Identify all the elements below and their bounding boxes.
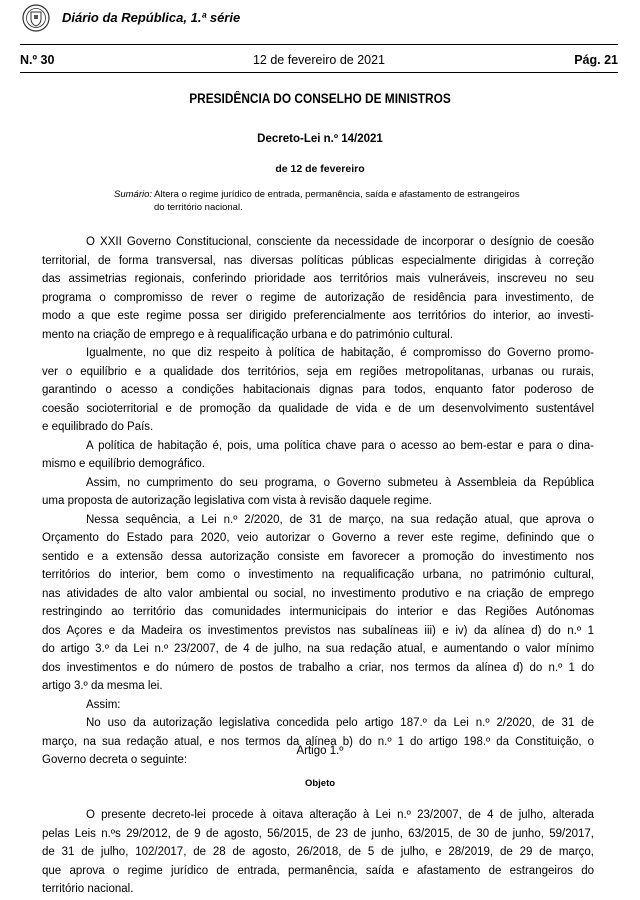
text-line: mento na criação de emprego e à requalificação urbana e do património cultural. — [42, 328, 454, 341]
text-line: Orçamento do Estado para 2020, veio autorizar o Governo a rever este regime, definindo que o — [42, 532, 594, 544]
paragraph-4 — [42, 474, 594, 511]
ministry-heading: PRESIDÊNCIA DO CONSELHO DE MINISTROS — [189, 91, 451, 106]
text-line: do artigo 3.º da Lei n.º 23/2007, de 4 de julho, na sua redação atual, e aumentando o valor mínimo — [42, 643, 594, 655]
text-line: pelas Leis n.ºs 29/2012, de 9 de agosto, 56/2015, de 23 de junho, 63/2015, de 30 de junho, 59/2017, — [42, 827, 594, 840]
text-line: que aprova o regime jurídico de entrada, permanência, saída e afastamento de estrangeiros do — [42, 864, 594, 877]
summary-label: Sumário: — [114, 189, 153, 200]
paragraph-3 — [42, 437, 594, 474]
issue-number: N.º 30 — [20, 53, 55, 67]
summary-text-2: do território nacional. — [154, 202, 243, 213]
paragraph-5 — [42, 511, 594, 696]
text-line: das assimetrias regionais, conferindo prioridade aos territórios mais vulneráveis, inscreveu no seu — [42, 273, 594, 285]
text-line: territorial, de forma transversal, nas diversas políticas públicas especialmente dirigidas à correção — [42, 254, 594, 267]
text-line: de 31 de julho, 102/2017, de 28 de agosto, 26/2018, de 5 de julho, e 28/2019, de 29 de março, — [42, 846, 594, 858]
decree-summary — [114, 188, 534, 214]
text-line: território nacional. — [42, 883, 134, 895]
text-line: nas atividades de alto valor ambiental ou social, no investimento produtivo e na criação de emprego — [42, 587, 594, 600]
article-title: Objeto — [304, 778, 336, 789]
decree-title: Decreto-Lei n.º 14/2021 — [257, 133, 383, 145]
text-line: territórios do interior, bem como o investimento na requalificação urbana, no património cultural, — [42, 569, 594, 581]
text-line: Assim: — [86, 698, 121, 711]
text-line: modo a que este regime possa ser dirigido preferencialmente aos territórios do interior, ao investi- — [42, 310, 594, 322]
text-line: No uso da autorização legislativa concedida pelo artigo 187.º da Lei n.º 2/2020, de 31 de — [86, 717, 594, 729]
issue-date: 12 de fevereiro de 2021 — [252, 53, 386, 67]
text-line: restringindo ao território das comunidades intermunicipais do interior e das Regiões Autónomas — [42, 606, 594, 618]
text-line: mismo e equilíbrio demográfico. — [42, 458, 205, 470]
article-body — [42, 806, 594, 899]
text-line: Igualmente, no que diz respeito à política de habitação, é compromisso do Governo promo- — [86, 347, 594, 359]
page-number: Pág. 21 — [574, 53, 618, 67]
journal-title: Diário da República, 1.ª série — [62, 10, 241, 25]
running-header — [20, 53, 618, 69]
article-number: Artigo 1.º — [296, 745, 344, 757]
paragraph-7 — [42, 714, 594, 770]
text-line: ver o equilíbrio e a qualidade dos territórios, seja em regiões metropolitanas, urbanas ou rurais, — [42, 365, 594, 378]
text-line: garantindo o acesso a condições habitacionais dignas para todos, enquanto fator poderoso de — [42, 384, 594, 396]
text-line: O presente decreto-lei procede à oitava alteração à Lei n.º 23/2007, de 4 de julho, alterada — [86, 809, 594, 821]
running-header-rule — [20, 72, 618, 73]
paragraph-1 — [42, 233, 594, 344]
decree-date: de 12 de fevereiro — [275, 163, 365, 175]
summary-text-1: Altera o regime jurídico de entrada, permanência, saída e afastamento de estrangeiros — [152, 189, 520, 200]
text-line: O XXII Governo Constitucional, consciente da necessidade de incorporar o desígnio de coesão — [86, 236, 594, 248]
text-line: Governo decreta o seguinte: — [42, 754, 188, 766]
text-line: dos investimentos e do número de postos de trabalho a criar, nos termos da alínea d) do n.º 1 do — [42, 661, 594, 674]
text-line: Assim, no cumprimento do seu programa, o Governo submeteu à Assembleia da República — [86, 476, 594, 489]
text-line: e equilibrado do País. — [42, 421, 154, 433]
coat-of-arms-icon — [22, 3, 50, 33]
paragraph-2 — [42, 344, 594, 437]
page-header — [0, 0, 640, 40]
text-line: programa o compromisso de rever o regime de autorização de residência para investimento, de — [42, 291, 594, 304]
paragraph-6 — [42, 696, 594, 715]
text-line: Nessa sequência, a Lei n.º 2/2020, de 31 de março, na sua redação atual, que aprova o — [86, 513, 594, 526]
text-line: artigo 3.º da mesma lei. — [42, 680, 163, 692]
text-line: março, na sua redação atual, e nos termos da alínea b) do n.º 1 do artigo 198.º da Constituição, o — [42, 735, 594, 748]
text-line: sentido e a extensão dessa autorização consiste em favorecer a promoção do investimento nos — [42, 550, 594, 563]
text-line: coesão socioterritorial e de promoção da qualidade de vida e de um desenvolvimento sustentável — [42, 402, 594, 415]
text-line: uma proposta de autorização legislativa com vista à revisão daquele regime. — [42, 495, 432, 507]
header-rule — [20, 44, 618, 45]
preamble — [42, 233, 594, 770]
text-line: dos Açores e da Madeira os investimentos previstos nas subalíneas iii) e iv) da alínea d) do n.º 1 — [42, 624, 594, 637]
text-line: A política de habitação é, pois, uma política chave para o acesso ao bem-estar e para o dina- — [86, 439, 594, 452]
